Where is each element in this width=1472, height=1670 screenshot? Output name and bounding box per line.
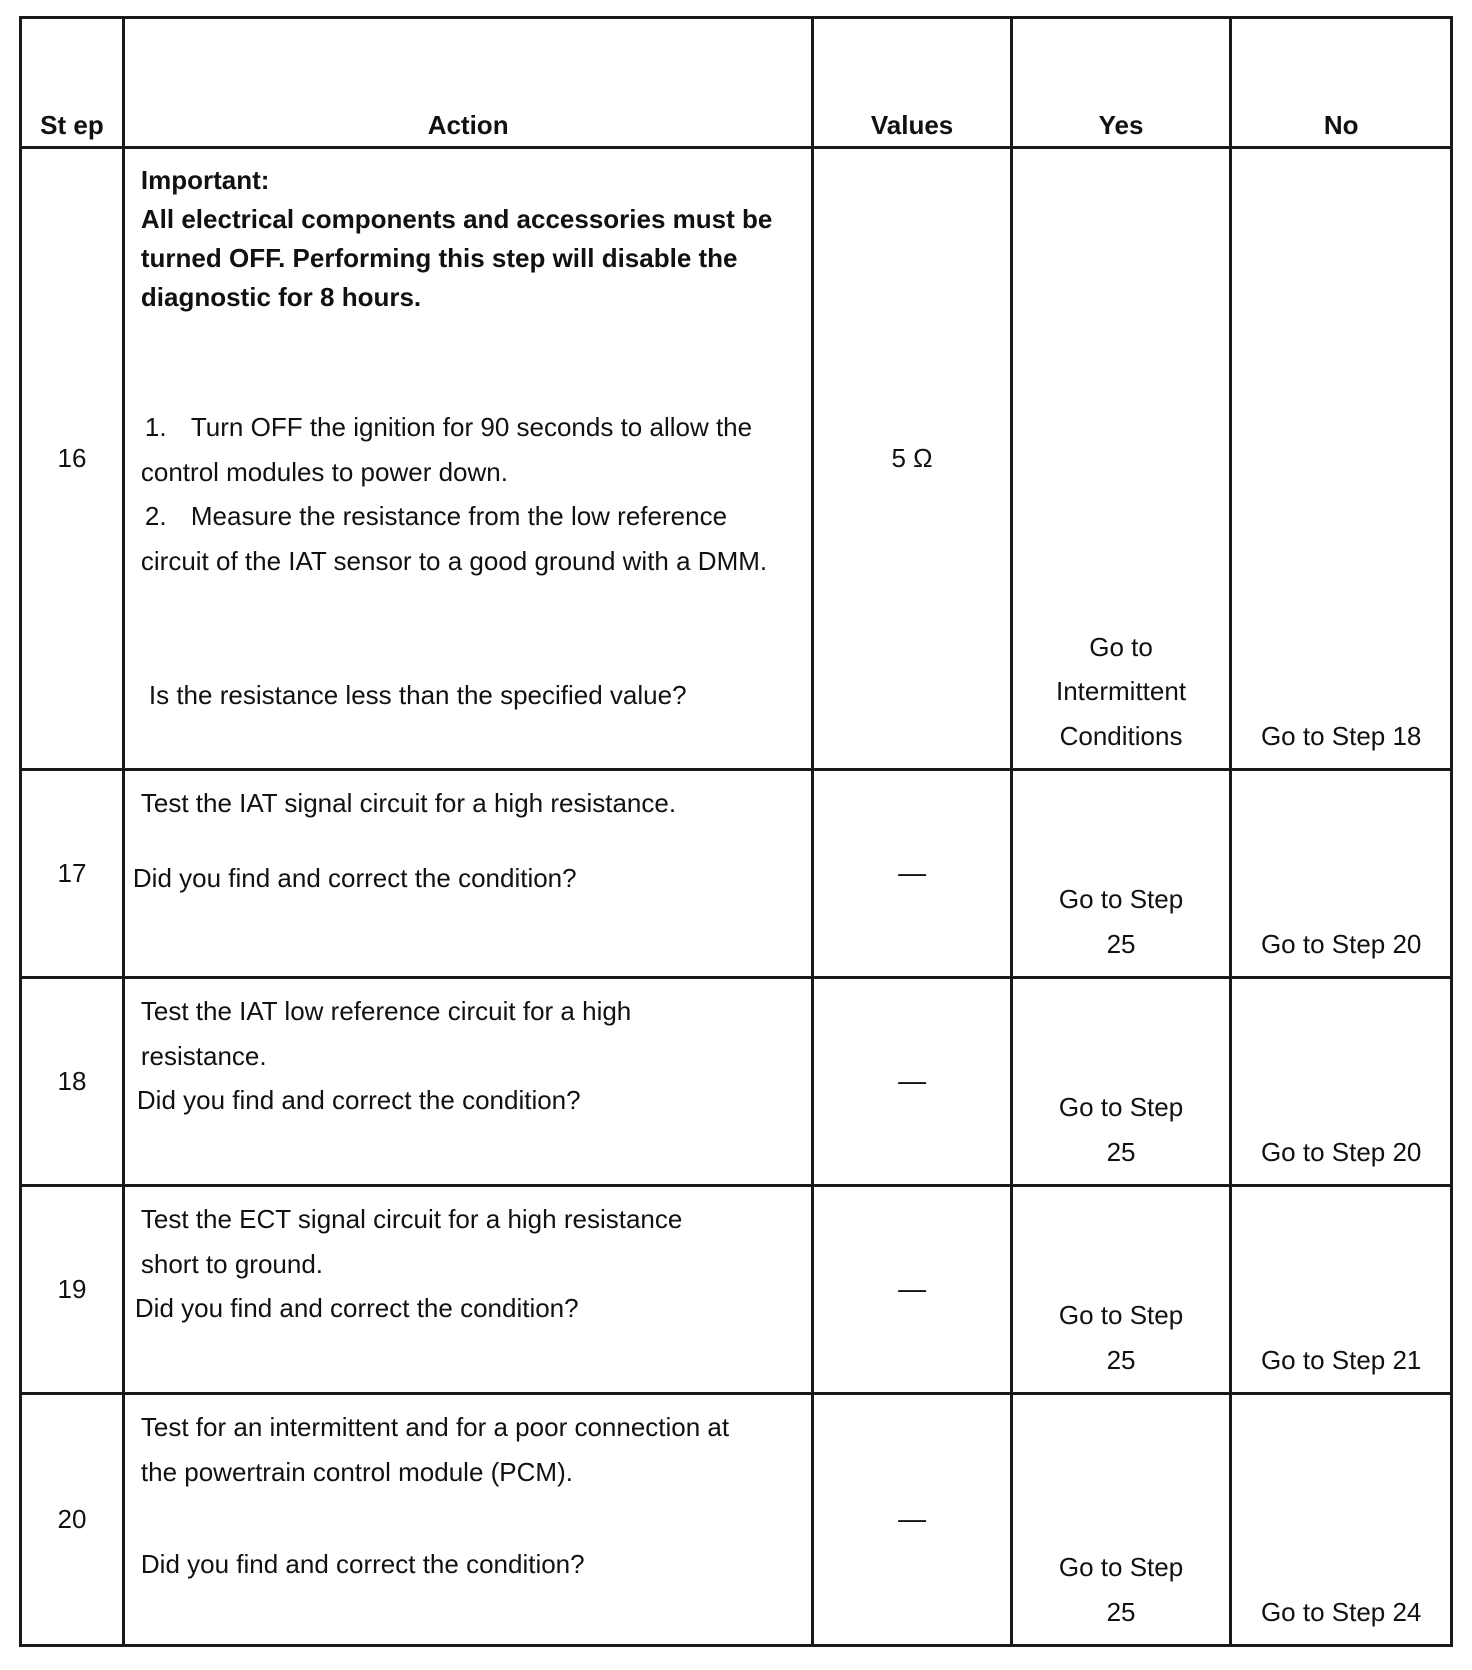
- yes-link[interactable]: Go to Step 25: [1011, 978, 1231, 1186]
- table-row: [21, 148, 1452, 770]
- value-cell: 5 Ω: [813, 148, 1011, 770]
- action-cell: [123, 148, 813, 770]
- item-text: Turn OFF the ignition for 90 seconds to allow the control modules to power down.: [140, 412, 753, 487]
- diagnostic-steps-table: [19, 16, 1453, 1647]
- column-header-action: Action: [123, 18, 813, 148]
- no-link[interactable]: Go to Step 18: [1231, 148, 1452, 770]
- important-text: All electrical components and accessories must be turned OFF. Performing this step will disable the diagnostic for 8 hours.: [140, 204, 773, 312]
- no-link[interactable]: Go to Step 20: [1231, 770, 1452, 978]
- action-cell: [123, 978, 813, 1186]
- no-link[interactable]: Go to Step 21: [1231, 1186, 1452, 1394]
- action-text: Test for an intermittent and for a poor connection at the powertrain control module (PCM).: [140, 1412, 730, 1487]
- table-row: [21, 770, 1452, 978]
- yes-link[interactable]: Go to Step 25: [1011, 1394, 1231, 1646]
- yes-link[interactable]: Go to Step 25: [1011, 1186, 1231, 1394]
- action-text: Test the IAT signal circuit for a high resistance.: [140, 788, 677, 818]
- no-link[interactable]: Go to Step 20: [1231, 978, 1452, 1186]
- column-header-step: St ep: [21, 18, 124, 148]
- value-cell: —: [813, 770, 1011, 978]
- value-cell: —: [813, 978, 1011, 1186]
- value-cell: —: [813, 1394, 1011, 1646]
- no-link[interactable]: Go to Step 24: [1231, 1394, 1452, 1646]
- action-text: Test the IAT low reference circuit for a high resistance.: [140, 996, 632, 1071]
- list-item: [141, 494, 792, 583]
- action-cell: [123, 1394, 813, 1646]
- step-number: 20: [21, 1394, 124, 1646]
- action-cell: [123, 770, 813, 978]
- list-item: [141, 405, 792, 494]
- action-text: Test the ECT signal circuit for a high resistance short to ground.: [140, 1204, 683, 1279]
- step-number: 18: [21, 978, 124, 1186]
- table-row: [21, 1186, 1452, 1394]
- item-text: Measure the resistance from the low reference circuit of the IAT sensor to a good ground with a DMM.: [140, 501, 768, 576]
- question-text: Did you find and correct the condition?: [140, 1549, 585, 1579]
- action-cell: [123, 1186, 813, 1394]
- question-text: Did you find and correct the condition?: [136, 1085, 581, 1115]
- table-row: [21, 1394, 1452, 1646]
- question-text: Did you find and correct the condition?: [134, 1293, 579, 1323]
- question-text: Did you find and correct the condition?: [132, 862, 577, 893]
- yes-link[interactable]: Go to Intermittent Conditions: [1011, 148, 1231, 770]
- step-number: 16: [21, 148, 124, 770]
- item-number: 2.: [144, 501, 167, 531]
- important-label: Important:: [140, 165, 270, 195]
- column-header-no: No: [1231, 18, 1452, 148]
- column-header-yes: Yes: [1011, 18, 1231, 148]
- value-cell: —: [813, 1186, 1011, 1394]
- table-row: [21, 978, 1452, 1186]
- column-header-values: Values: [813, 18, 1011, 148]
- step-number: 17: [21, 770, 124, 978]
- table-header-row: [21, 18, 1452, 148]
- yes-link[interactable]: Go to Step 25: [1011, 770, 1231, 978]
- item-number: 1.: [144, 412, 167, 442]
- question-text: Is the resistance less than the specified value?: [148, 680, 687, 710]
- step-number: 19: [21, 1186, 124, 1394]
